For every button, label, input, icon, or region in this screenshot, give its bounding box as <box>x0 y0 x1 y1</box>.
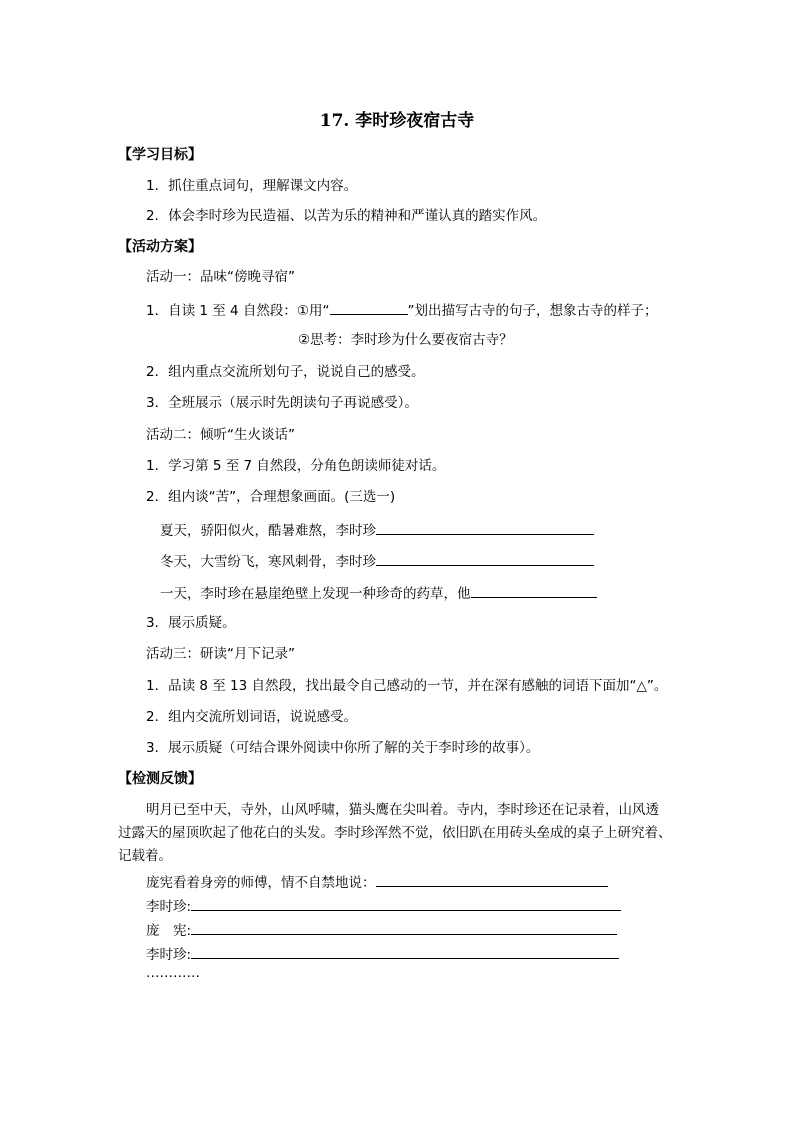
activity2-item1: 1．学习第 5 至 7 自然段，分角色朗读师徒对话。 <box>146 458 446 474</box>
activity3-item3: 3．展示质疑（可结合课外阅读中你所了解的关于李时珍的故事）。 <box>146 740 540 756</box>
dialogue-speaker-text: 庞 宪: <box>146 923 192 939</box>
ellipsis: ………… <box>146 965 200 981</box>
prompt-winter <box>160 551 594 571</box>
dialogue-speaker-text: 李时珍: <box>146 947 192 963</box>
goal-item-1: 1．抓住重点词句，理解课文内容。 <box>146 178 358 194</box>
prompt-summer-text: 夏天，骄阳似火，酷暑难熬，李时珍 <box>160 523 376 539</box>
activity1-item1-think: ②思考：李时珍为什么要夜宿古寺？ <box>298 332 513 348</box>
section-heading-goals: 【学习目标】 <box>118 147 202 163</box>
prompt-summer <box>160 520 594 540</box>
answer-blank <box>191 944 619 959</box>
section-heading-plan: 【活动方案】 <box>118 239 202 255</box>
passage-line-2: 过露天的屋顶吹起了他花白的头发。李时珍浑然不觉，依旧趴在用砖头垒成的桌子上研究着、 <box>118 825 672 841</box>
section-heading-feedback: 【检测反馈】 <box>118 771 202 787</box>
prompt-cliff <box>160 583 597 603</box>
dialogue-line-2 <box>146 896 621 916</box>
activity2-item2: 2．组内谈“苦”，合理想象画面。(三选一) <box>146 489 396 505</box>
dialogue-line-3 <box>146 920 617 940</box>
answer-blank <box>471 583 597 598</box>
dialogue-line-4 <box>146 944 619 964</box>
dialogue-speaker-text: 庞宪看着身旁的师傅，情不自禁地说： <box>146 875 376 891</box>
passage-line-3: 记载着。 <box>118 848 172 864</box>
underline-blank <box>330 300 408 315</box>
page-title: 17. 李时珍夜宿古寺 <box>319 111 475 131</box>
activity1-item1-text-a: 1．自读 1 至 4 自然段：①用“ <box>146 303 330 319</box>
activity1-title: 活动一：品味“傍晚寻宿” <box>146 269 295 285</box>
activity1-item2: 2．组内重点交流所划句子，说说自己的感受。 <box>146 364 425 380</box>
dialogue-line-1 <box>146 872 608 892</box>
activity2-item3: 3．展示质疑。 <box>146 615 236 631</box>
activity3-item2: 2．组内交流所划词语，说说感受。 <box>146 709 358 725</box>
answer-blank <box>191 920 617 935</box>
answer-blank <box>376 520 594 535</box>
activity1-item1 <box>146 300 658 320</box>
answer-blank <box>376 551 594 566</box>
activity3-title: 活动三：研读“月下记录” <box>146 646 295 662</box>
answer-blank <box>191 896 621 911</box>
dialogue-speaker-text: 李时珍: <box>146 899 192 915</box>
activity3-item1: 1．品读 8 至 13 自然段，找出最令自己感动的一节，并在深有感触的词语下面加“△”。 <box>146 678 668 694</box>
prompt-winter-text: 冬天，大雪纷飞，寒风刺骨，李时珍 <box>160 554 376 570</box>
answer-blank <box>376 872 608 887</box>
activity1-item3: 3．全班展示（展示时先朗读句子再说感受）。 <box>146 395 418 411</box>
activity1-item1-text-b: ”划出描写古寺的句子，想象古寺的样子； <box>407 303 658 319</box>
passage-line-1: 明月已至中天，寺外，山风呼啸，猫头鹰在尖叫着。寺内，李时珍还在记录着，山风透 <box>146 802 659 818</box>
goal-item-2: 2．体会李时珍为民造福、以苦为乐的精神和严谨认真的踏实作风。 <box>146 208 547 224</box>
prompt-cliff-text: 一天，李时珍在悬崖绝壁上发现一种珍奇的药草，他 <box>160 586 471 602</box>
activity2-title: 活动二：倾听“生火谈话” <box>146 427 295 443</box>
